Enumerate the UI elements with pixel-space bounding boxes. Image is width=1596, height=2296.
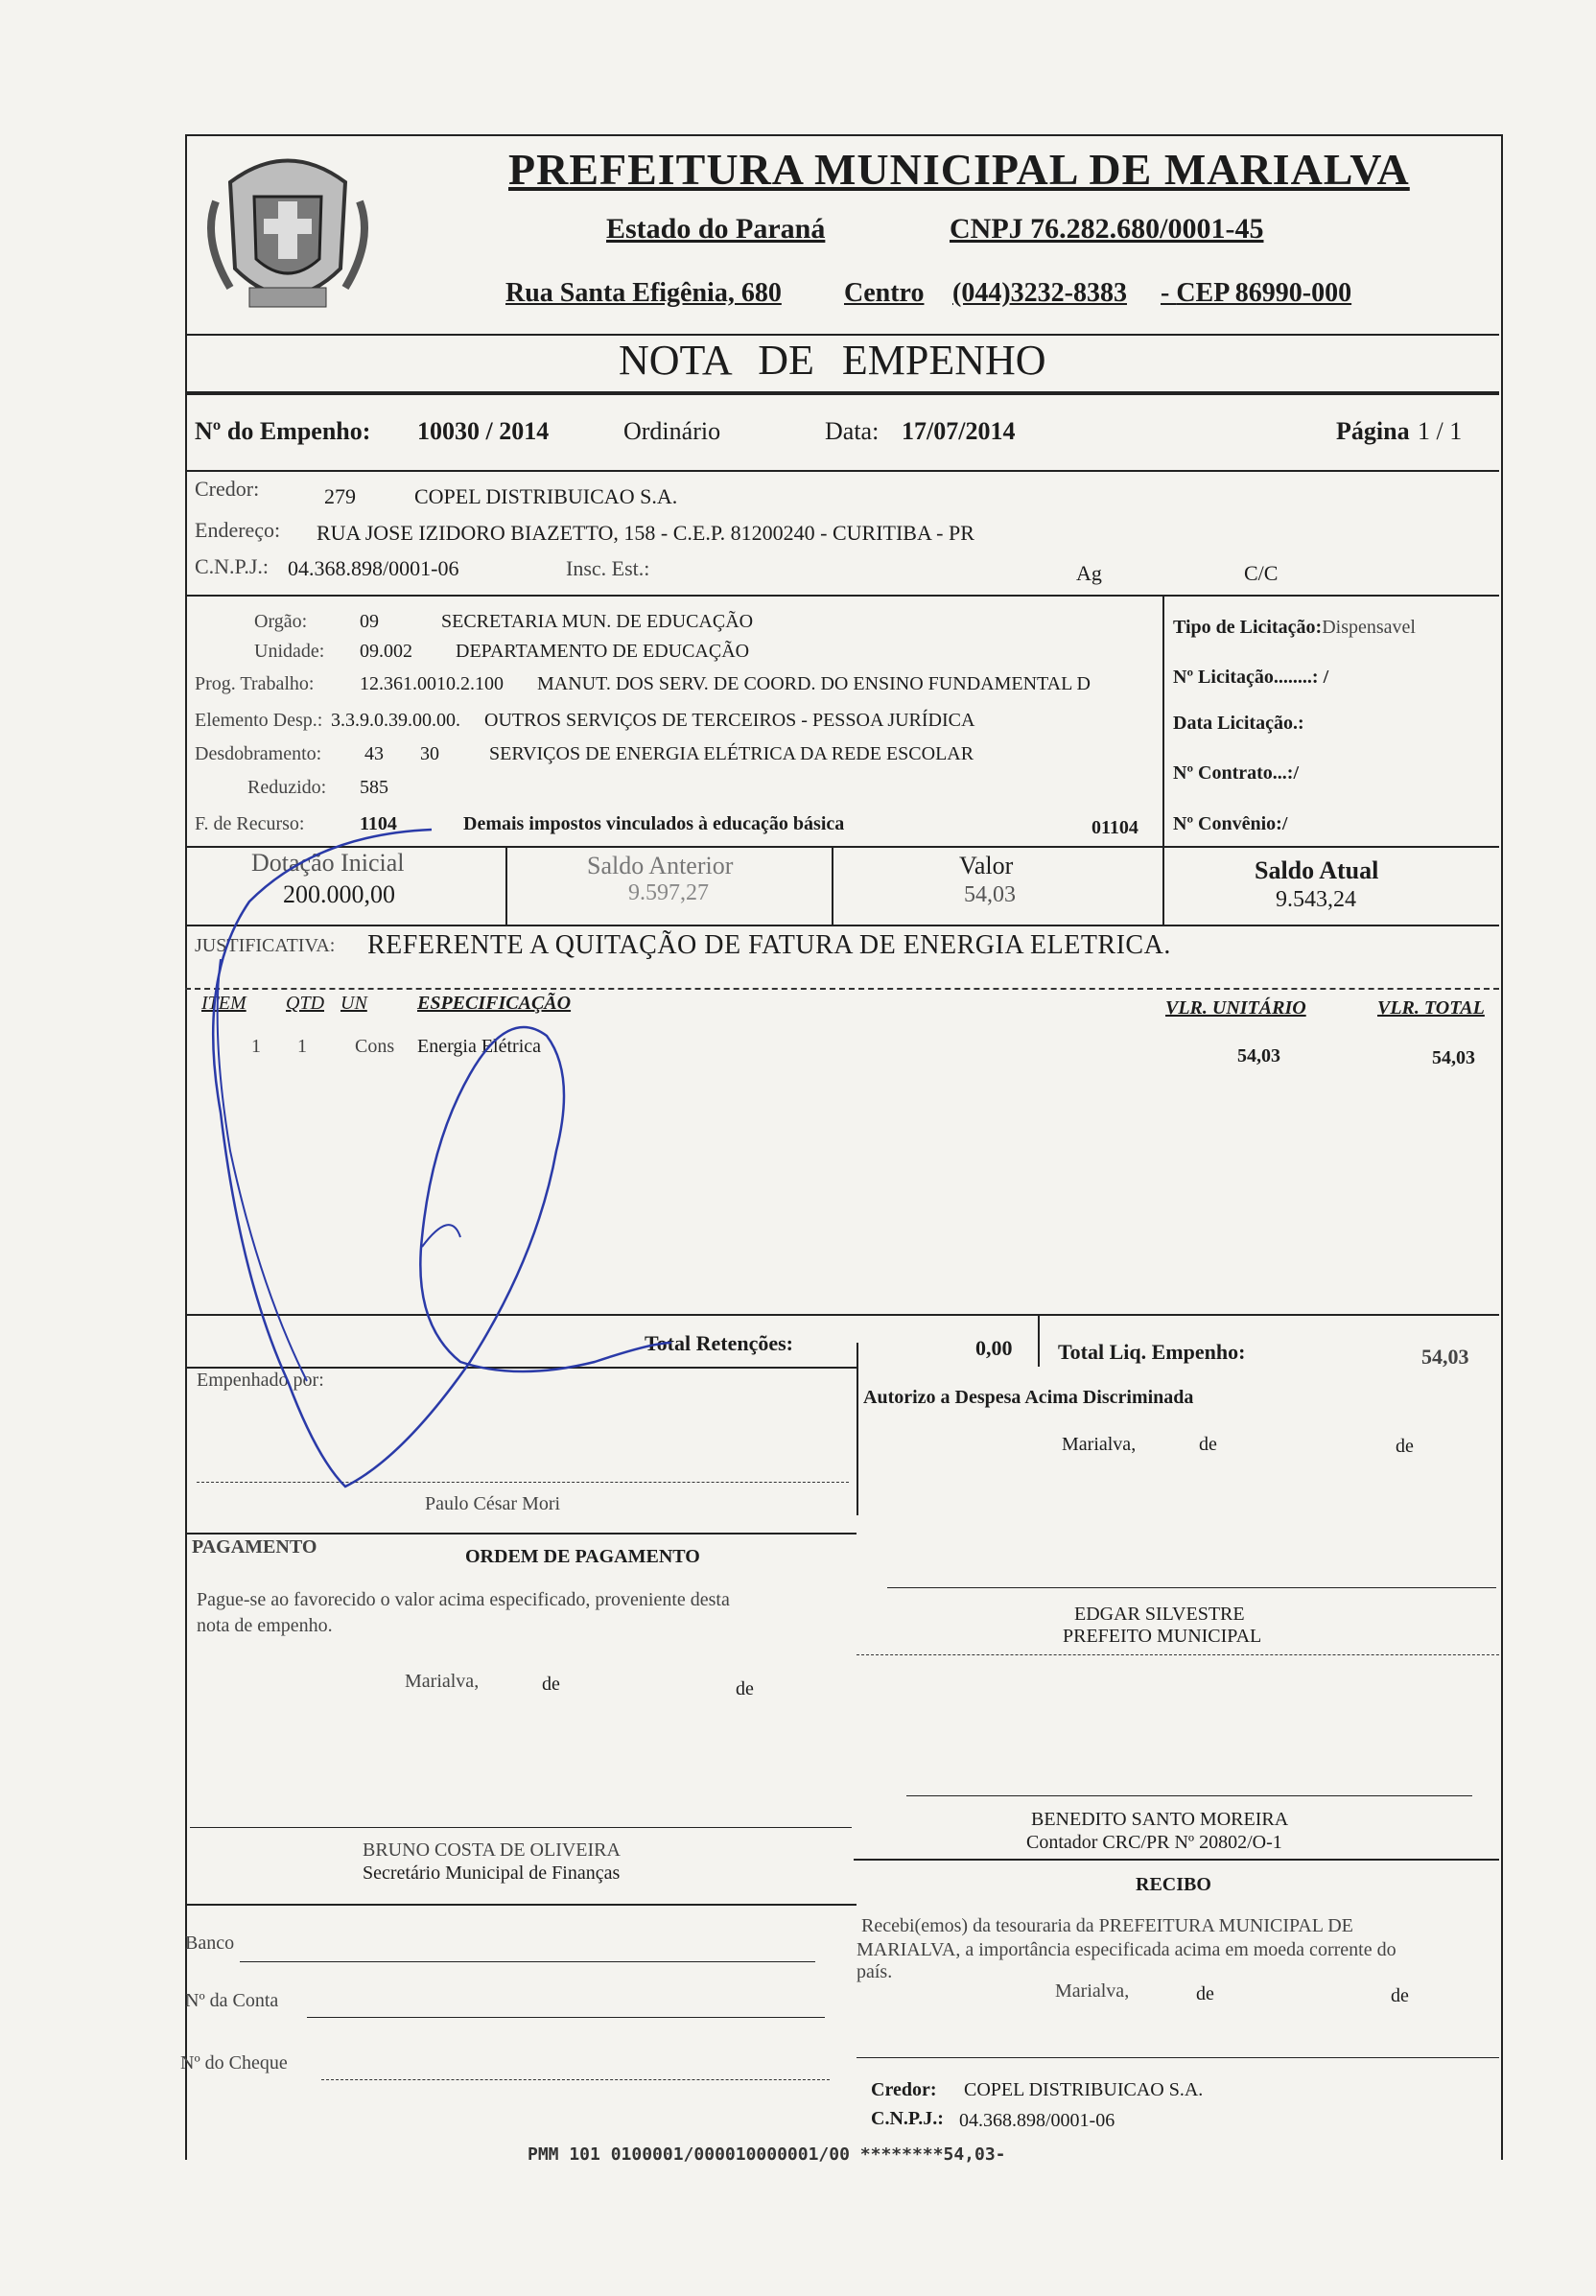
saldo-atual-label: Saldo Atual xyxy=(1255,856,1379,884)
desd-sub: 30 xyxy=(420,743,439,764)
unit-price-header: VLR. UNITÁRIO xyxy=(1165,997,1306,1019)
dotacao-label: Dotação Inicial xyxy=(251,849,405,877)
valor-value: 54,03 xyxy=(964,882,1016,907)
saldo-anterior-value: 9.597,27 xyxy=(628,880,709,905)
elem-label: Elemento Desp.: xyxy=(195,710,323,731)
recibo-de1: de xyxy=(1196,1983,1214,2004)
prog-label: Prog. Trabalho: xyxy=(195,673,315,694)
empenho-number: 10030 / 2014 xyxy=(417,417,550,445)
unidade-name: DEPARTAMENTO DE EDUCAÇÃO xyxy=(456,641,750,662)
address-label: Endereço: xyxy=(195,518,281,542)
conta-label: Nº da Conta xyxy=(185,1990,279,2011)
state-name: Estado do Paraná xyxy=(606,213,826,245)
autorizo-text: Autorizo a Despesa Acima Discriminada xyxy=(863,1387,1194,1408)
unidade-label: Unidade: xyxy=(254,641,325,662)
banco-label: Banco xyxy=(185,1933,235,1954)
total-liq-label: Total Liq. Empenho: xyxy=(1058,1340,1246,1364)
recibo-city: Marialva, xyxy=(1055,1980,1130,2002)
saldo-anterior-label: Saldo Anterior xyxy=(587,852,734,879)
row-item: 1 xyxy=(251,1036,261,1057)
cheque-label: Nº do Cheque xyxy=(180,2052,288,2073)
autorizo-city: Marialva, xyxy=(1062,1434,1137,1455)
document-title: NOTA DE EMPENHO xyxy=(619,337,1046,384)
recibo-de2: de xyxy=(1391,1985,1409,2006)
orgao-name: SECRETARIA MUN. DE EDUCAÇÃO xyxy=(441,611,754,632)
empenho-date: 17/07/2014 xyxy=(902,417,1016,445)
valor-label: Valor xyxy=(959,852,1014,879)
qtd-header: QTD xyxy=(286,993,325,1014)
prog-code: 12.361.0010.2.100 xyxy=(360,673,504,694)
elem-name: OUTROS SERVIÇOS DE TERCEIROS - PESSOA JURÍDICA xyxy=(484,710,975,731)
reduzido-label: Reduzido: xyxy=(247,777,327,798)
pagamento-text-1: Pague-se ao favorecido o valor acima especificado, proveniente desta xyxy=(197,1589,730,1610)
empenho-type: Ordinário xyxy=(623,417,721,445)
retencoes-value: 0,00 xyxy=(975,1336,1013,1360)
total-liq-value: 54,03 xyxy=(1421,1345,1469,1369)
un-header: UN xyxy=(340,993,367,1014)
item-header: ITEM xyxy=(201,993,246,1014)
reduzido-value: 585 xyxy=(360,777,388,798)
desd-label: Desdobramento: xyxy=(195,743,322,764)
row-un: Cons xyxy=(355,1036,395,1057)
prefeito-name: EDGAR SILVESTRE xyxy=(1074,1604,1245,1625)
empenhado-name: Paulo César Mori xyxy=(425,1493,561,1514)
page-number: 1 / 1 xyxy=(1418,417,1463,445)
ordem-pagamento-title: ORDEM DE PAGAMENTO xyxy=(465,1546,700,1567)
row-unit-price: 54,03 xyxy=(1237,1045,1280,1066)
cnpj-header: CNPJ 76.282.680/0001-45 xyxy=(950,213,1264,245)
credor-name: COPEL DISTRIBUICAO S.A. xyxy=(414,484,678,508)
contador-name: BENEDITO SANTO MOREIRA xyxy=(1031,1809,1289,1830)
pagamento-de2: de xyxy=(736,1678,754,1699)
contador-role: Contador CRC/PR Nº 20802/O-1 xyxy=(1026,1832,1282,1853)
prog-name: MANUT. DOS SERV. DE COORD. DO ENSINO FUNDAMENTAL D xyxy=(537,673,1091,694)
recurso-code: 1104 xyxy=(360,813,397,834)
unidade-code: 09.002 xyxy=(360,641,412,662)
row-qtd: 1 xyxy=(297,1036,307,1057)
spec-header: ESPECIFICAÇÃO xyxy=(417,993,572,1014)
coat-of-arms-logo xyxy=(197,144,379,321)
dotacao-value: 200.000,00 xyxy=(283,880,395,908)
saldo-atual-value: 9.543,24 xyxy=(1276,887,1356,912)
pagamento-city: Marialva, xyxy=(405,1671,480,1692)
empenho-label: Nº do Empenho: xyxy=(195,417,371,445)
cep: - CEP 86990-000 xyxy=(1161,278,1352,308)
contrato-label: Nº Contrato...:/ xyxy=(1173,762,1300,784)
row-spec: Energia Elétrica xyxy=(417,1036,542,1057)
licitacao-date-label: Data Licitação.: xyxy=(1173,713,1304,734)
municipality-title: PREFEITURA MUNICIPAL DE MARIALVA xyxy=(508,145,1410,194)
pagamento-text-2: nota de empenho. xyxy=(197,1615,333,1636)
credor-cnpj: 04.368.898/0001-06 xyxy=(288,556,459,580)
empenhado-label: Empenhado por: xyxy=(197,1370,324,1391)
orgao-code: 09 xyxy=(360,611,379,632)
ie-label: Insc. Est.: xyxy=(566,556,650,580)
recibo-cnpj: 04.368.898/0001-06 xyxy=(959,2110,1115,2131)
prefeito-role: PREFEITO MUNICIPAL xyxy=(1063,1626,1262,1647)
account-label: C/C xyxy=(1244,561,1279,585)
pagamento-label: PAGAMENTO xyxy=(192,1536,317,1558)
retencoes-label: Total Retenções: xyxy=(645,1331,793,1355)
total-header: VLR. TOTAL xyxy=(1377,997,1485,1019)
justificativa-label: JUSTIFICATIVA: xyxy=(195,935,336,956)
agency-label: Ag xyxy=(1076,561,1102,585)
district: Centro xyxy=(844,278,925,308)
pagamento-de1: de xyxy=(542,1674,560,1695)
orgao-label: Orgão: xyxy=(254,611,308,632)
recibo-credor: COPEL DISTRIBUICAO S.A. xyxy=(964,2079,1204,2100)
autorizo-de1: de xyxy=(1199,1434,1217,1455)
recurso-number: 01104 xyxy=(1091,817,1138,838)
recibo-cnpj-label: C.N.P.J.: xyxy=(871,2108,944,2129)
elem-code: 3.3.9.0.39.00.00. xyxy=(331,710,460,731)
recibo-line-1: Recebi(emos) da tesouraria da PREFEITURA MUNICIPAL DE xyxy=(861,1915,1353,1936)
secretario-role: Secretário Municipal de Finanças xyxy=(363,1863,621,1884)
credor-label: Credor: xyxy=(195,477,260,501)
recurso-name: Demais impostos vinculados à educação básica xyxy=(463,813,845,834)
licitacao-type-label: Tipo de Licitação:Dispensavel xyxy=(1173,617,1416,638)
recibo-line-3: país. xyxy=(857,1961,893,1982)
row-total: 54,03 xyxy=(1432,1047,1475,1068)
empenho-date-label: Data: xyxy=(825,417,880,445)
convenio-label: Nº Convênio:/ xyxy=(1173,813,1288,834)
cnpj-label: C.N.P.J.: xyxy=(195,554,270,578)
recurso-label: F. de Recurso: xyxy=(195,813,305,834)
desd-name: SERVIÇOS DE ENERGIA ELÉTRICA DA REDE ESCOLAR xyxy=(489,743,974,764)
recibo-title: RECIBO xyxy=(1136,1874,1211,1895)
secretario-name: BRUNO COSTA DE OLIVEIRA xyxy=(363,1839,621,1861)
page-label: Página xyxy=(1336,417,1410,445)
autorizo-de2: de xyxy=(1396,1436,1414,1457)
phone: (044)3232-8383 xyxy=(952,278,1127,308)
recibo-line-2: MARIALVA, a importância especificada acima em moeda corrente do xyxy=(857,1939,1396,1960)
justificativa-text: REFERENTE A QUITAÇÃO DE FATURA DE ENERGIA ELETRICA. xyxy=(367,930,1171,960)
street-address: Rua Santa Efigênia, 680 xyxy=(505,278,782,308)
credor-code: 279 xyxy=(324,484,356,508)
footer-code: PMM 101 0100001/000010000001/00 ********54,03- xyxy=(528,2144,1006,2165)
licitacao-number-label: Nº Licitação........: / xyxy=(1173,667,1329,688)
desd-code: 43 xyxy=(364,743,384,764)
credor-address: RUA JOSE IZIDORO BIAZETTO, 158 - C.E.P. 81200240 - CURITIBA - PR xyxy=(317,521,974,545)
recibo-credor-label: Credor: xyxy=(871,2079,937,2100)
